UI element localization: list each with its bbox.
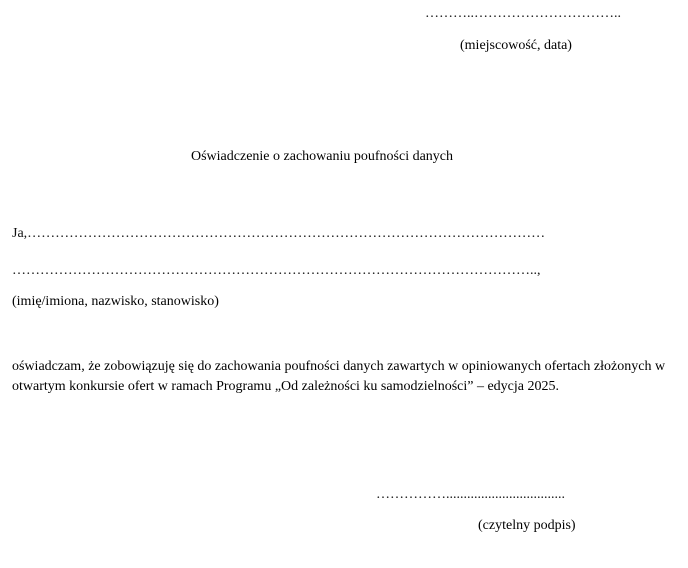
identity-label: (imię/imiona, nazwisko, stanowisko) — [12, 294, 219, 309]
document-title: Oświadczenie o zachowaniu poufności danych — [191, 149, 454, 164]
declaration-text: oświadczam, że zobowiązuję się do zachowania poufności danych zawartych w opiniowanych ofertach złożonych w otwartym konkursie ofert w ramach Programu „Od zależności ku samodzielności” – edycja 2025. — [12, 359, 666, 394]
name-line: Ja,………………………………………………………………………………………………… — [12, 226, 546, 241]
place-date-line: ………..………………………….. — [425, 6, 621, 21]
signature-line: …………….................................. — [376, 487, 565, 502]
signature-label: (czytelny podpis) — [478, 518, 576, 533]
name-line-continued: ………………………………………………………………………………………………….., — [12, 263, 541, 278]
place-date-label: (miejscowość, data) — [460, 38, 572, 53]
